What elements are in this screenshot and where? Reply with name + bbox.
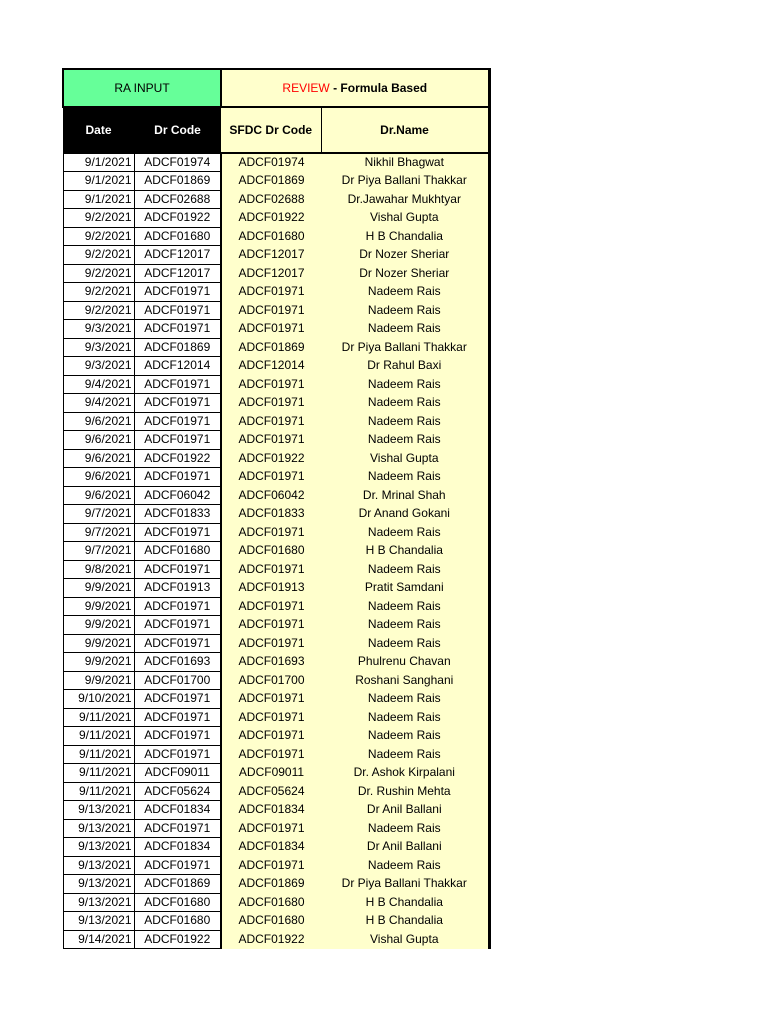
date-cell[interactable]: 9/6/2021 <box>63 449 134 468</box>
dr-name-cell[interactable]: Dr Anand Gokani <box>321 505 489 524</box>
date-cell[interactable]: 9/6/2021 <box>63 412 134 431</box>
dr-code-cell[interactable]: ADCF01922 <box>134 449 221 468</box>
dr-name-cell[interactable]: H B Chandalia <box>321 912 489 931</box>
table-row <box>63 264 489 283</box>
dr-code-cell[interactable]: ADCF01971 <box>134 394 221 413</box>
date-cell[interactable]: 9/13/2021 <box>63 819 134 838</box>
dr-name-cell[interactable]: H B Chandalia <box>321 227 489 246</box>
dr-code-cell[interactable]: ADCF01971 <box>134 560 221 579</box>
table-row <box>63 801 489 820</box>
dr-name-cell[interactable]: Dr Piya Ballani Thakkar <box>321 338 489 357</box>
date-cell[interactable]: 9/9/2021 <box>63 579 134 598</box>
dr-name-cell[interactable]: Nadeem Rais <box>321 283 489 302</box>
table-row <box>63 523 489 542</box>
review-header <box>221 69 489 107</box>
dr-name-cell[interactable]: Dr Nozer Sheriar <box>321 264 489 283</box>
table-row <box>63 486 489 505</box>
table-body <box>63 153 489 949</box>
dr-code-cell[interactable]: ADCF01971 <box>134 819 221 838</box>
dr-name-cell[interactable]: Dr. Ashok Kirpalani <box>321 764 489 783</box>
sfdc-dr-code-cell[interactable]: ADCF01971 <box>221 727 321 746</box>
dr-name-cell[interactable]: Dr. Mrinal Shah <box>321 486 489 505</box>
dr-code-cell[interactable]: ADCF01922 <box>134 930 221 949</box>
sfdc-dr-code-cell[interactable]: ADCF01971 <box>221 708 321 727</box>
dr-name-cell[interactable]: Nadeem Rais <box>321 708 489 727</box>
sfdc-dr-code-cell[interactable]: ADCF01971 <box>221 394 321 413</box>
dr-code-cell[interactable]: ADCF12014 <box>134 357 221 376</box>
table-row <box>63 283 489 302</box>
dr-name-cell[interactable]: Nadeem Rais <box>321 375 489 394</box>
dr-name-cell[interactable]: Vishal Gupta <box>321 930 489 949</box>
dr-code-cell[interactable]: ADCF01869 <box>134 172 221 191</box>
dr-name-cell[interactable]: Nadeem Rais <box>321 690 489 709</box>
sfdc-dr-code-cell[interactable]: ADCF01922 <box>221 209 321 228</box>
table-row <box>63 708 489 727</box>
dr-code-cell[interactable]: ADCF01833 <box>134 505 221 524</box>
dr-name-cell[interactable]: H B Chandalia <box>321 893 489 912</box>
sfdc-dr-code-cell[interactable]: ADCF05624 <box>221 782 321 801</box>
date-cell[interactable]: 9/13/2021 <box>63 838 134 857</box>
table-row <box>63 745 489 764</box>
table-row <box>63 671 489 690</box>
table-row <box>63 653 489 672</box>
date-cell[interactable]: 9/6/2021 <box>63 431 134 450</box>
dr-name-cell[interactable]: Dr Nozer Sheriar <box>321 246 489 265</box>
dr-code-cell[interactable]: ADCF01971 <box>134 468 221 487</box>
sfdc-dr-code-cell[interactable]: ADCF01833 <box>221 505 321 524</box>
table-row <box>63 338 489 357</box>
sfdc-dr-code-cell[interactable]: ADCF01680 <box>221 542 321 561</box>
date-cell[interactable]: 9/2/2021 <box>63 283 134 302</box>
date-cell[interactable]: 9/7/2021 <box>63 542 134 561</box>
date-cell[interactable]: 9/2/2021 <box>63 227 134 246</box>
table-row <box>63 597 489 616</box>
date-cell[interactable]: 9/8/2021 <box>63 560 134 579</box>
sfdc-dr-code-cell[interactable]: ADCF01700 <box>221 671 321 690</box>
dr-name-cell[interactable]: Nadeem Rais <box>321 819 489 838</box>
table-row <box>63 856 489 875</box>
date-cell[interactable]: 9/9/2021 <box>63 597 134 616</box>
dr-name-cell[interactable]: Nikhil Bhagwat <box>321 153 489 172</box>
dr-name-cell[interactable]: Nadeem Rais <box>321 597 489 616</box>
dr-code-cell[interactable]: ADCF01834 <box>134 801 221 820</box>
sfdc-dr-code-cell[interactable]: ADCF01680 <box>221 893 321 912</box>
dr-name-cell[interactable]: Nadeem Rais <box>321 301 489 320</box>
dr-code-cell[interactable]: ADCF01971 <box>134 412 221 431</box>
date-cell[interactable]: 9/10/2021 <box>63 690 134 709</box>
dr-name-cell[interactable]: Dr. Rushin Mehta <box>321 782 489 801</box>
dr-code-cell[interactable]: ADCF01922 <box>134 209 221 228</box>
date-cell[interactable]: 9/11/2021 <box>63 708 134 727</box>
table-row <box>63 246 489 265</box>
dr-code-cell[interactable]: ADCF01971 <box>134 634 221 653</box>
dr-code-cell[interactable]: ADCF01834 <box>134 838 221 857</box>
table-row <box>63 320 489 339</box>
date-cell[interactable]: 9/7/2021 <box>63 505 134 524</box>
table-row <box>63 394 489 413</box>
table-row <box>63 727 489 746</box>
date-cell[interactable]: 9/3/2021 <box>63 320 134 339</box>
date-cell[interactable]: 9/1/2021 <box>63 172 134 191</box>
dr-name-cell[interactable]: Nadeem Rais <box>321 856 489 875</box>
date-cell[interactable]: 9/6/2021 <box>63 486 134 505</box>
date-cell[interactable]: 9/3/2021 <box>63 357 134 376</box>
table-row <box>63 875 489 894</box>
dr-name-cell[interactable]: Nadeem Rais <box>321 727 489 746</box>
dr-name-cell[interactable]: H B Chandalia <box>321 542 489 561</box>
dr-code-cell[interactable]: ADCF01971 <box>134 745 221 764</box>
dr-code-cell[interactable]: ADCF01680 <box>134 227 221 246</box>
table-row <box>63 172 489 191</box>
column-header-dr-code: Dr Code <box>134 107 221 153</box>
sfdc-dr-code-cell[interactable]: ADCF01971 <box>221 283 321 302</box>
table-row <box>63 690 489 709</box>
table-row <box>63 375 489 394</box>
dr-code-cell[interactable]: ADCF05624 <box>134 782 221 801</box>
dr-code-cell[interactable]: ADCF01971 <box>134 375 221 394</box>
sfdc-dr-code-cell[interactable]: ADCF09011 <box>221 764 321 783</box>
table-row <box>63 468 489 487</box>
table-row <box>63 357 489 376</box>
sfdc-dr-code-cell[interactable]: ADCF01971 <box>221 320 321 339</box>
table-row <box>63 227 489 246</box>
sfdc-dr-code-cell[interactable]: ADCF01971 <box>221 523 321 542</box>
date-cell[interactable]: 9/13/2021 <box>63 912 134 931</box>
ra-input-header: RA INPUT <box>63 69 221 107</box>
dr-name-cell[interactable]: Dr Anil Ballani <box>321 801 489 820</box>
sfdc-dr-code-cell[interactable]: ADCF01971 <box>221 634 321 653</box>
dr-name-cell[interactable]: Pratit Samdani <box>321 579 489 598</box>
sfdc-dr-code-cell[interactable]: ADCF02688 <box>221 190 321 209</box>
table-row <box>63 579 489 598</box>
sfdc-dr-code-cell[interactable]: ADCF12014 <box>221 357 321 376</box>
sfdc-dr-code-cell[interactable]: ADCF01834 <box>221 838 321 857</box>
dr-name-cell[interactable]: Nadeem Rais <box>321 412 489 431</box>
dr-code-cell[interactable]: ADCF01971 <box>134 523 221 542</box>
dr-code-cell[interactable]: ADCF01971 <box>134 597 221 616</box>
sfdc-dr-code-cell[interactable]: ADCF01971 <box>221 819 321 838</box>
dr-code-cell[interactable]: ADCF01680 <box>134 912 221 931</box>
sfdc-dr-code-cell[interactable]: ADCF01971 <box>221 301 321 320</box>
table-row <box>63 764 489 783</box>
dr-code-cell[interactable]: ADCF01974 <box>134 153 221 172</box>
dr-code-cell[interactable]: ADCF01693 <box>134 653 221 672</box>
column-header-row <box>63 107 489 153</box>
review-formula-label: - Formula Based <box>329 81 428 95</box>
table-row <box>63 616 489 635</box>
table-row <box>63 930 489 949</box>
date-cell[interactable]: 9/2/2021 <box>63 246 134 265</box>
dr-code-cell[interactable]: ADCF01971 <box>134 708 221 727</box>
table-header <box>63 69 489 153</box>
dr-name-cell[interactable]: Nadeem Rais <box>321 523 489 542</box>
sfdc-dr-code-cell[interactable]: ADCF01971 <box>221 375 321 394</box>
date-cell[interactable]: 9/3/2021 <box>63 338 134 357</box>
column-header-date: Date <box>63 107 134 153</box>
dr-code-cell[interactable]: ADCF01680 <box>134 893 221 912</box>
table-row <box>63 912 489 931</box>
dr-code-cell[interactable]: ADCF01869 <box>134 875 221 894</box>
date-cell[interactable]: 9/4/2021 <box>63 394 134 413</box>
sfdc-dr-code-cell[interactable]: ADCF01971 <box>221 690 321 709</box>
sfdc-dr-code-cell[interactable]: ADCF01869 <box>221 172 321 191</box>
dr-code-cell[interactable]: ADCF01700 <box>134 671 221 690</box>
table-row <box>63 505 489 524</box>
dr-name-cell[interactable]: Dr Anil Ballani <box>321 838 489 857</box>
sfdc-dr-code-cell[interactable]: ADCF01971 <box>221 412 321 431</box>
table-row <box>63 190 489 209</box>
review-word: REVIEW <box>282 81 330 95</box>
date-cell[interactable]: 9/4/2021 <box>63 375 134 394</box>
dr-code-cell[interactable]: ADCF01971 <box>134 301 221 320</box>
sfdc-dr-code-cell[interactable]: ADCF01971 <box>221 468 321 487</box>
table-row <box>63 449 489 468</box>
table-row <box>63 412 489 431</box>
dr-name-cell[interactable]: Roshani Sanghani <box>321 671 489 690</box>
spreadsheet-table <box>62 68 491 949</box>
sfdc-dr-code-cell[interactable]: ADCF01974 <box>221 153 321 172</box>
dr-name-cell[interactable]: Nadeem Rais <box>321 431 489 450</box>
dr-name-cell[interactable]: Nadeem Rais <box>321 616 489 635</box>
date-cell[interactable]: 9/13/2021 <box>63 893 134 912</box>
date-cell[interactable]: 9/11/2021 <box>63 764 134 783</box>
sfdc-dr-code-cell[interactable]: ADCF01971 <box>221 616 321 635</box>
sfdc-dr-code-cell[interactable]: ADCF01869 <box>221 875 321 894</box>
sfdc-dr-code-cell[interactable]: ADCF01869 <box>221 338 321 357</box>
column-header-sfdc-dr-code: SFDC Dr Code <box>221 107 321 153</box>
dr-code-cell[interactable]: ADCF01971 <box>134 431 221 450</box>
sfdc-dr-code-cell[interactable]: ADCF01971 <box>221 431 321 450</box>
table-row <box>63 542 489 561</box>
dr-name-cell[interactable]: Nadeem Rais <box>321 320 489 339</box>
sfdc-dr-code-cell[interactable]: ADCF01922 <box>221 449 321 468</box>
dr-code-cell[interactable]: ADCF01680 <box>134 542 221 561</box>
date-cell[interactable]: 9/1/2021 <box>63 153 134 172</box>
table-row <box>63 209 489 228</box>
date-cell[interactable]: 9/11/2021 <box>63 782 134 801</box>
table-row <box>63 560 489 579</box>
table-row <box>63 431 489 450</box>
date-cell[interactable]: 9/14/2021 <box>63 930 134 949</box>
dr-name-cell[interactable]: Nadeem Rais <box>321 394 489 413</box>
column-header-dr-name: Dr.Name <box>321 107 489 153</box>
table-row <box>63 893 489 912</box>
sfdc-dr-code-cell[interactable]: ADCF01834 <box>221 801 321 820</box>
sfdc-dr-code-cell[interactable]: ADCF12017 <box>221 246 321 265</box>
dr-name-cell[interactable]: Dr Piya Ballani Thakkar <box>321 875 489 894</box>
date-cell[interactable]: 9/13/2021 <box>63 801 134 820</box>
date-cell[interactable]: 9/13/2021 <box>63 856 134 875</box>
date-cell[interactable]: 9/6/2021 <box>63 468 134 487</box>
date-cell[interactable]: 9/2/2021 <box>63 264 134 283</box>
dr-name-cell[interactable]: Nadeem Rais <box>321 634 489 653</box>
date-cell[interactable]: 9/1/2021 <box>63 190 134 209</box>
date-cell[interactable]: 9/9/2021 <box>63 653 134 672</box>
dr-name-cell[interactable]: Nadeem Rais <box>321 745 489 764</box>
sfdc-dr-code-cell[interactable]: ADCF01680 <box>221 227 321 246</box>
table-row <box>63 819 489 838</box>
dr-code-cell[interactable]: ADCF01913 <box>134 579 221 598</box>
dr-code-cell[interactable]: ADCF01971 <box>134 690 221 709</box>
date-cell[interactable]: 9/2/2021 <box>63 301 134 320</box>
dr-code-cell[interactable]: ADCF06042 <box>134 486 221 505</box>
date-cell[interactable]: 9/7/2021 <box>63 523 134 542</box>
sfdc-dr-code-cell[interactable]: ADCF01680 <box>221 912 321 931</box>
sfdc-dr-code-cell[interactable]: ADCF06042 <box>221 486 321 505</box>
date-cell[interactable]: 9/11/2021 <box>63 727 134 746</box>
sfdc-dr-code-cell[interactable]: ADCF01693 <box>221 653 321 672</box>
header-group-row <box>63 69 489 107</box>
dr-name-cell[interactable]: Dr.Jawahar Mukhtyar <box>321 190 489 209</box>
table-row <box>63 634 489 653</box>
sfdc-dr-code-cell[interactable]: ADCF01971 <box>221 745 321 764</box>
date-cell[interactable]: 9/11/2021 <box>63 745 134 764</box>
table-row <box>63 782 489 801</box>
sfdc-dr-code-cell[interactable]: ADCF12017 <box>221 264 321 283</box>
dr-name-cell[interactable]: Nadeem Rais <box>321 560 489 579</box>
dr-name-cell[interactable]: Vishal Gupta <box>321 449 489 468</box>
dr-name-cell[interactable]: Dr Rahul Baxi <box>321 357 489 376</box>
dr-code-cell[interactable]: ADCF01971 <box>134 320 221 339</box>
date-cell[interactable]: 9/13/2021 <box>63 875 134 894</box>
dr-code-cell[interactable]: ADCF01971 <box>134 856 221 875</box>
dr-code-cell[interactable]: ADCF01971 <box>134 727 221 746</box>
dr-code-cell[interactable]: ADCF12017 <box>134 246 221 265</box>
sfdc-dr-code-cell[interactable]: ADCF01922 <box>221 930 321 949</box>
dr-name-cell[interactable]: Vishal Gupta <box>321 209 489 228</box>
dr-code-cell[interactable]: ADCF01971 <box>134 616 221 635</box>
dr-code-cell[interactable]: ADCF02688 <box>134 190 221 209</box>
date-cell[interactable]: 9/9/2021 <box>63 671 134 690</box>
table-row <box>63 838 489 857</box>
dr-code-cell[interactable]: ADCF12017 <box>134 264 221 283</box>
table-row <box>63 153 489 172</box>
dr-name-cell[interactable]: Phulrenu Chavan <box>321 653 489 672</box>
date-cell[interactable]: 9/9/2021 <box>63 634 134 653</box>
sfdc-dr-code-cell[interactable]: ADCF01971 <box>221 560 321 579</box>
dr-code-cell[interactable]: ADCF09011 <box>134 764 221 783</box>
sfdc-dr-code-cell[interactable]: ADCF01971 <box>221 856 321 875</box>
dr-name-cell[interactable]: Nadeem Rais <box>321 468 489 487</box>
date-cell[interactable]: 9/2/2021 <box>63 209 134 228</box>
dr-code-cell[interactable]: ADCF01869 <box>134 338 221 357</box>
dr-name-cell[interactable]: Dr Piya Ballani Thakkar <box>321 172 489 191</box>
table-row <box>63 301 489 320</box>
sfdc-dr-code-cell[interactable]: ADCF01971 <box>221 597 321 616</box>
date-cell[interactable]: 9/9/2021 <box>63 616 134 635</box>
dr-code-cell[interactable]: ADCF01971 <box>134 283 221 302</box>
sfdc-dr-code-cell[interactable]: ADCF01913 <box>221 579 321 598</box>
